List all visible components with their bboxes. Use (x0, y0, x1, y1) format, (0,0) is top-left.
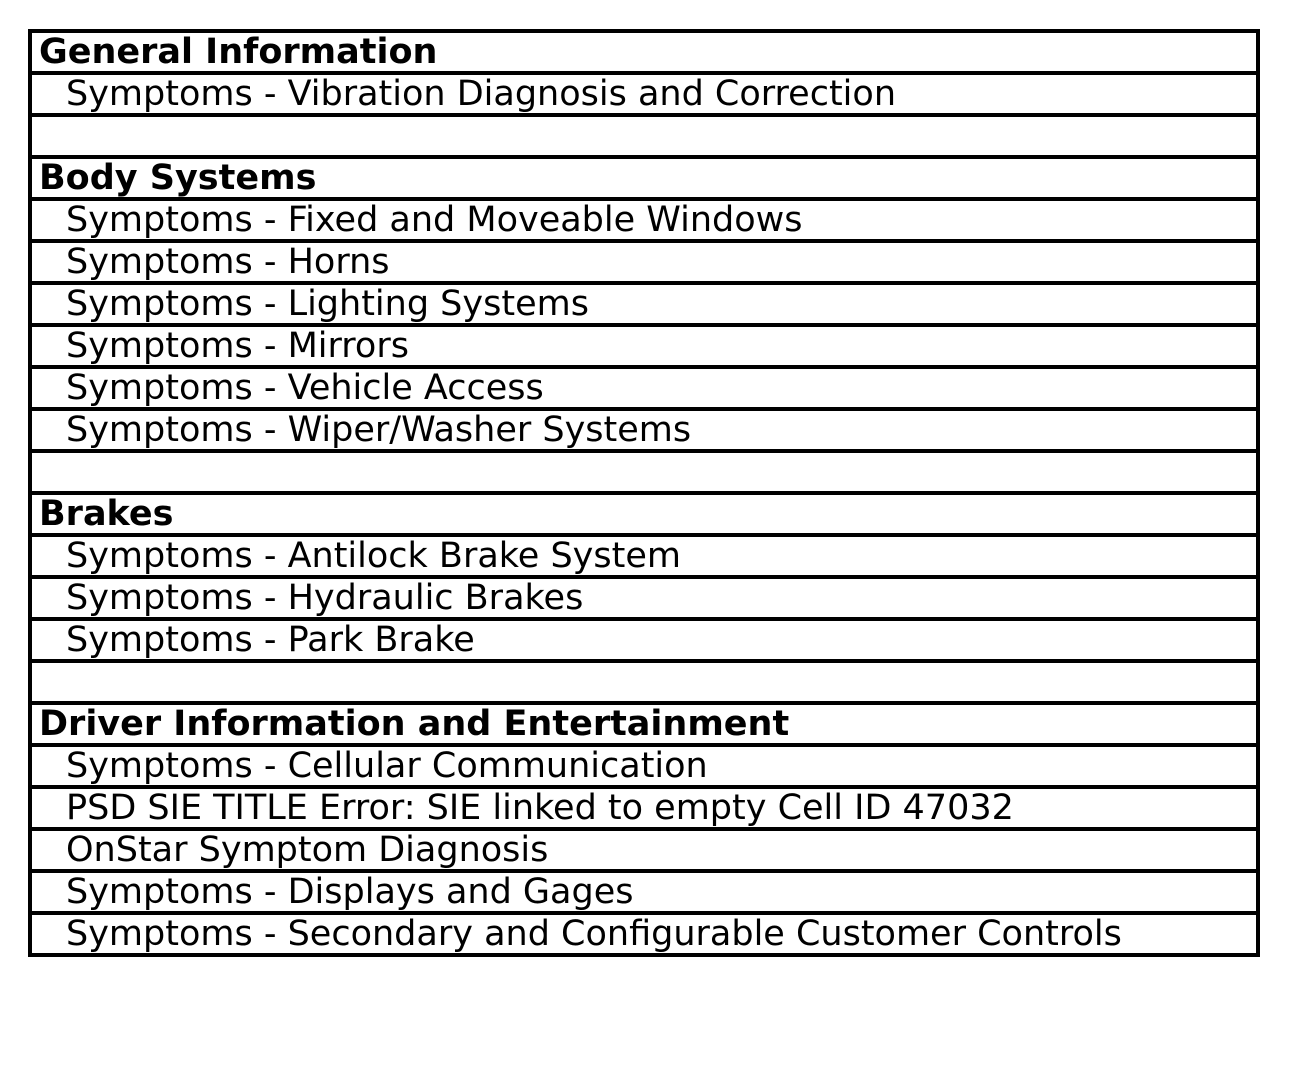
symptom-item[interactable]: Symptoms - Hydraulic Brakes (30, 577, 1258, 619)
section-heading-row (30, 157, 1258, 199)
section-heading: Body Systems (30, 157, 1258, 199)
symptom-row[interactable] (30, 241, 1258, 283)
blank-cell (30, 115, 1258, 157)
section-heading-row (30, 493, 1258, 535)
section-heading: Brakes (30, 493, 1258, 535)
symptom-item[interactable]: Symptoms - Wiper/Washer Systems (30, 409, 1258, 451)
symptom-row[interactable] (30, 619, 1258, 661)
symptom-row[interactable] (30, 577, 1258, 619)
symptom-row[interactable] (30, 535, 1258, 577)
symptom-row[interactable] (30, 745, 1258, 787)
symptom-row[interactable] (30, 913, 1258, 955)
symptom-item[interactable]: Symptoms - Secondary and Configurable Customer Controls (30, 913, 1258, 955)
symptom-item[interactable]: Symptoms - Antilock Brake System (30, 535, 1258, 577)
symptom-item[interactable]: Symptoms - Vehicle Access (30, 367, 1258, 409)
symptom-row[interactable] (30, 73, 1258, 115)
section-heading: Driver Information and Entertainment (30, 703, 1258, 745)
section-heading-row (30, 31, 1258, 73)
symptom-item[interactable]: Symptoms - Cellular Communication (30, 745, 1258, 787)
blank-row (30, 115, 1258, 157)
symptom-row[interactable] (30, 871, 1258, 913)
section-heading-row (30, 703, 1258, 745)
symptom-row[interactable] (30, 325, 1258, 367)
symptom-row[interactable] (30, 367, 1258, 409)
symptoms-index-table (28, 29, 1260, 957)
blank-row (30, 451, 1258, 493)
section-heading: General Information (30, 31, 1258, 73)
symptom-row[interactable] (30, 199, 1258, 241)
symptom-item[interactable]: PSD SIE TITLE Error: SIE linked to empty Cell ID 47032 (30, 787, 1258, 829)
symptom-row[interactable] (30, 409, 1258, 451)
symptom-item[interactable]: Symptoms - Displays and Gages (30, 871, 1258, 913)
symptom-item[interactable]: Symptoms - Lighting Systems (30, 283, 1258, 325)
symptom-item[interactable]: OnStar Symptom Diagnosis (30, 829, 1258, 871)
symptom-row[interactable] (30, 829, 1258, 871)
symptom-item[interactable]: Symptoms - Fixed and Moveable Windows (30, 199, 1258, 241)
blank-cell (30, 661, 1258, 703)
symptom-row[interactable] (30, 283, 1258, 325)
symptom-row[interactable] (30, 787, 1258, 829)
symptom-item[interactable]: Symptoms - Vibration Diagnosis and Correction (30, 73, 1258, 115)
symptom-item[interactable]: Symptoms - Park Brake (30, 619, 1258, 661)
symptom-item[interactable]: Symptoms - Mirrors (30, 325, 1258, 367)
symptom-item[interactable]: Symptoms - Horns (30, 241, 1258, 283)
blank-row (30, 661, 1258, 703)
blank-cell (30, 451, 1258, 493)
